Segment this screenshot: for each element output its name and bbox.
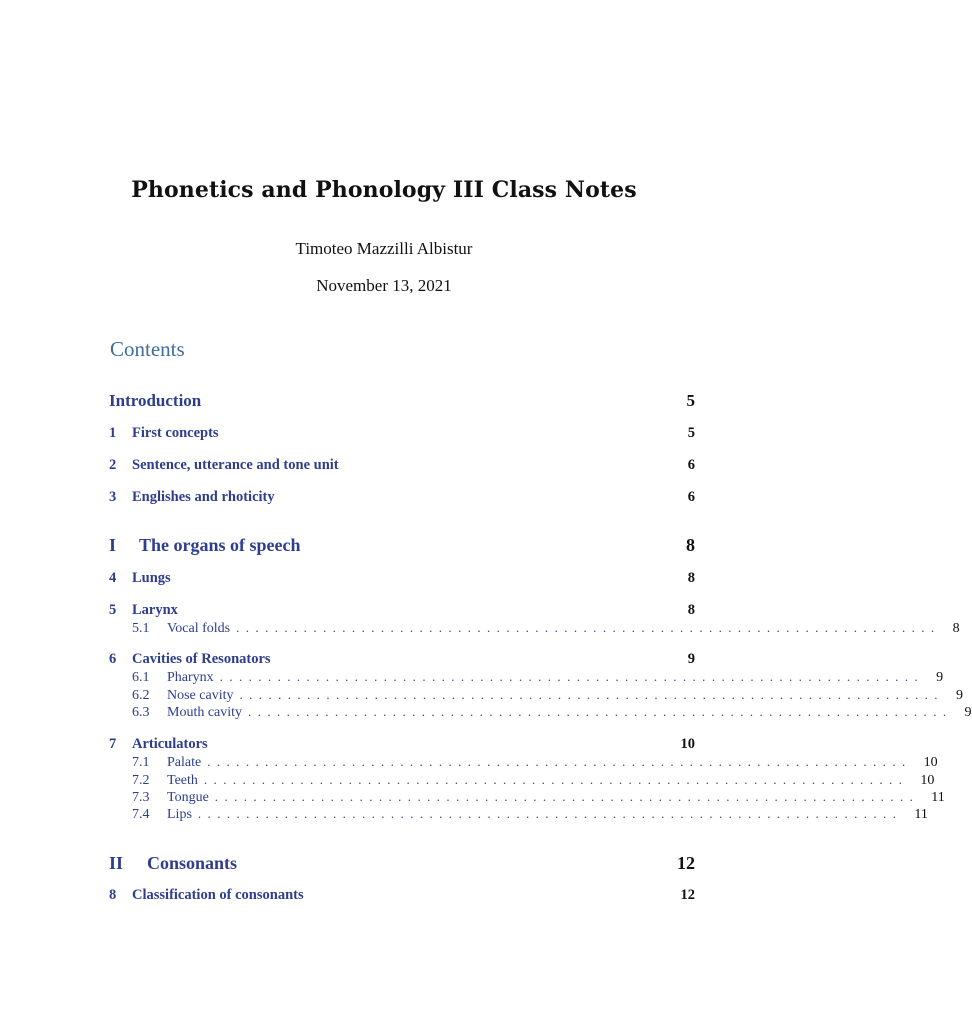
toc-dot-leader: ......................................................................... (207, 754, 912, 769)
toc-page-number: 10 (680, 736, 695, 752)
toc-entry-title: Teeth (167, 773, 198, 788)
toc-section-number: 6.2 (132, 688, 150, 703)
toc-entry-title: Nose cavity (167, 688, 234, 703)
toc-page-number: 5 (687, 425, 695, 441)
toc-entry-chapter[interactable] (109, 736, 695, 753)
toc-entry-title: Mouth cavity (167, 705, 243, 720)
toc-entry-title: Consonants (147, 853, 238, 873)
toc-entry-chapter[interactable] (109, 425, 695, 442)
toc-entry-title: Cavities of Resonators (132, 651, 271, 667)
toc-page-number: 9 (964, 705, 972, 720)
toc-entry-chapter[interactable] (109, 489, 695, 506)
document-title: Phonetics and Phonology III Class Notes (131, 177, 637, 203)
toc-entry-title: Pharynx (167, 670, 214, 685)
toc-entry-title: Lips (167, 807, 192, 822)
toc-chapter-number: 6 (109, 651, 117, 667)
toc-entry-title: First concepts (132, 425, 219, 441)
toc-page-number: 8 (952, 621, 960, 636)
toc-page-number: 5 (686, 391, 695, 410)
toc-entry-chapter[interactable] (109, 457, 695, 474)
toc-entry-title: Articulators (132, 736, 208, 752)
toc-page-number: 11 (914, 807, 928, 822)
toc-entry-title: The organs of speech (139, 535, 301, 555)
toc-chapter-number: 5 (109, 602, 117, 618)
toc-page-number: 12 (680, 887, 695, 903)
toc-page-number: 8 (687, 602, 695, 618)
toc-entry-title: Introduction (109, 391, 202, 410)
toc-entry-title: Palate (167, 755, 202, 770)
toc-section-number: 7.4 (132, 807, 150, 822)
toc-page-number: 9 (936, 670, 944, 685)
toc-entry-title: Sentence, utterance and tone unit (132, 457, 339, 473)
toc-dot-leader: ......................................................................... (214, 789, 920, 804)
toc-entry-chapter[interactable] (109, 570, 695, 587)
document-date: November 13, 2021 (316, 276, 452, 295)
toc-entry-chapter[interactable] (109, 651, 695, 668)
toc-chapter-number: 1 (109, 425, 117, 441)
toc-entry-section[interactable] (132, 620, 960, 637)
toc-entry-section[interactable] (132, 789, 945, 806)
toc-entry-section[interactable] (132, 772, 935, 789)
toc-entry-section[interactable] (132, 687, 963, 704)
toc-entry-section[interactable] (132, 754, 938, 771)
toc-page-number: 11 (931, 790, 945, 805)
toc-entry-section[interactable] (132, 704, 972, 721)
toc-section-number: 7.2 (132, 773, 150, 788)
toc-entry-title: Englishes and rhoticity (132, 489, 275, 505)
toc-entry-title: Larynx (132, 602, 178, 618)
toc-dot-leader: ......................................................................... (219, 669, 925, 684)
toc-dot-leader: ......................................................................... (197, 806, 903, 821)
toc-chapter-number: 2 (109, 457, 117, 473)
toc-section-number: 6.1 (132, 670, 150, 685)
toc-page-number: 9 (955, 688, 963, 703)
toc-dot-leader: ......................................................................... (239, 687, 944, 702)
toc-dot-leader: ......................................................................... (248, 704, 953, 719)
toc-chapter-number: 4 (109, 570, 117, 586)
toc-entry-title: Tongue (167, 790, 209, 805)
toc-chapter-number: 8 (109, 887, 117, 903)
toc-page-number: 12 (677, 853, 695, 873)
toc-entry-title: Lungs (132, 570, 171, 586)
toc-page-number: 8 (687, 570, 695, 586)
toc-page-number: 6 (687, 489, 695, 505)
document-author: Timoteo Mazzilli Albistur (295, 239, 473, 258)
toc-section-number: 6.3 (132, 705, 150, 720)
toc-section-number: 7.1 (132, 755, 150, 770)
toc-part-number: II (109, 853, 124, 873)
toc-entry-chapter[interactable] (109, 887, 695, 904)
contents-heading: Contents (110, 337, 185, 361)
toc-entry-section[interactable] (132, 806, 928, 823)
toc-entry-part[interactable] (109, 853, 695, 874)
toc-dot-leader: ......................................................................... (236, 620, 941, 635)
toc-page-number: 10 (920, 773, 935, 788)
toc-entry-introduction[interactable] (109, 391, 695, 411)
toc-section-number: 7.3 (132, 790, 150, 805)
toc-page-number: 6 (687, 457, 695, 473)
toc-dot-leader: ......................................................................... (203, 772, 909, 787)
toc-entry-title: Vocal folds (167, 621, 231, 636)
toc-page-number: 10 (923, 755, 938, 770)
toc-part-number: I (109, 535, 117, 555)
toc-chapter-number: 7 (109, 736, 117, 752)
toc-chapter-number: 3 (109, 489, 117, 505)
toc-page-number: 8 (686, 535, 695, 555)
toc-entry-chapter[interactable] (109, 602, 695, 619)
toc-entry-title: Classification of consonants (132, 887, 304, 903)
toc-entry-section[interactable] (132, 669, 944, 686)
toc-page-number: 9 (687, 651, 695, 667)
toc-section-number: 5.1 (132, 621, 150, 636)
toc-entry-part[interactable] (109, 535, 695, 556)
